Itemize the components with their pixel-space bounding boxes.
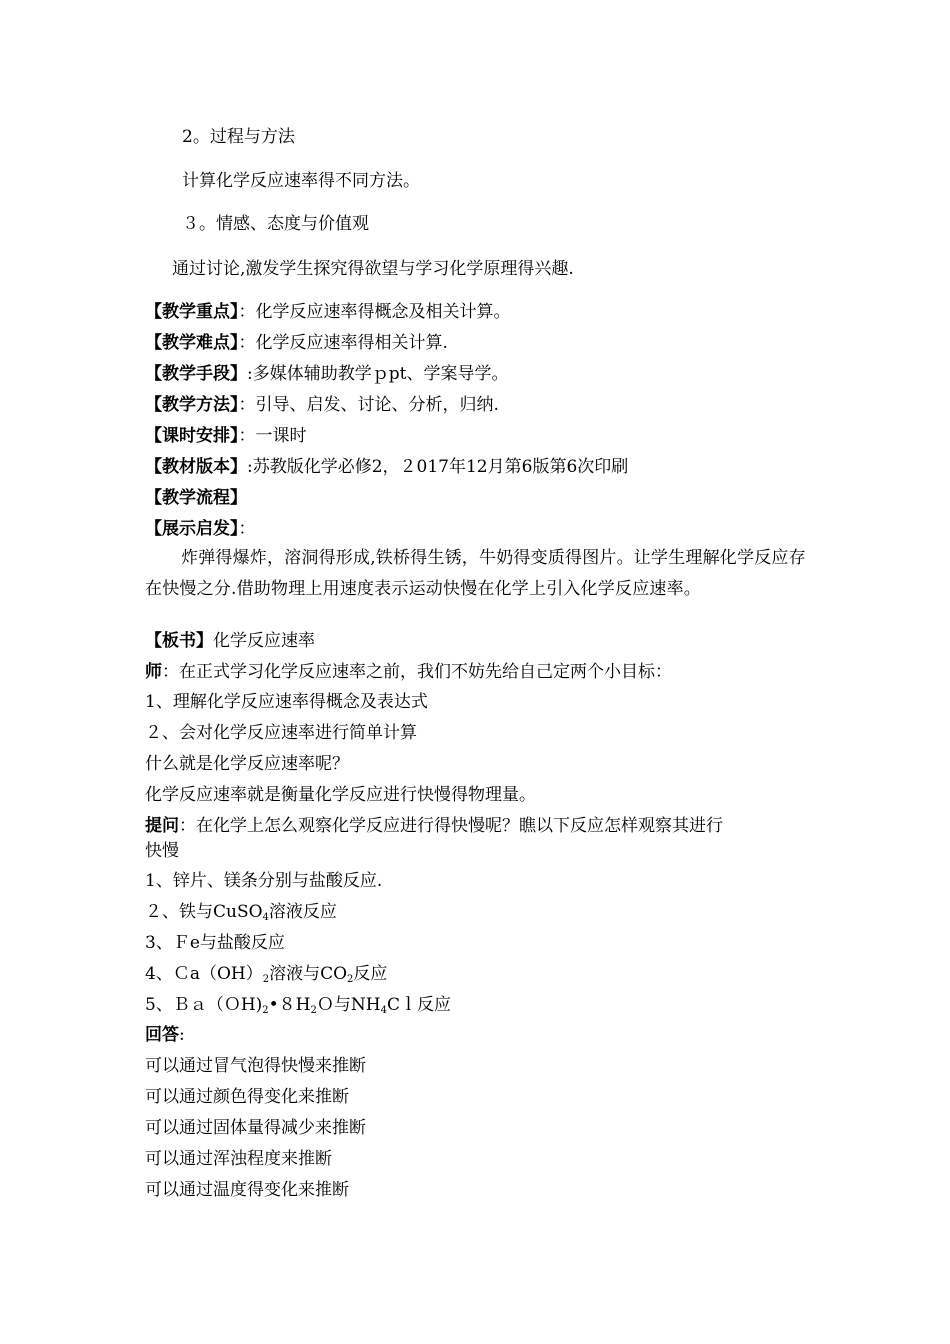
subscript: 2 [310, 1005, 317, 1016]
edition-label: 【教材版本】 [145, 457, 247, 477]
reaction-text: 4、Ｃa（OH） [145, 964, 263, 984]
key-points-text: ：化学反应速率得概念及相关计算。 [238, 302, 511, 322]
board-label: 【板书】 [145, 631, 213, 651]
reaction-text: •８H [268, 995, 311, 1015]
reaction-item: 1、锌片、镁条分别与盐酸反应. [145, 871, 383, 891]
answer-item: 可以通过固体量得减少来推断 [145, 1118, 366, 1138]
flow-row [145, 487, 247, 509]
ask-text-continued: 快慢 [145, 841, 179, 861]
display-label: 【展示启发】 [145, 519, 239, 539]
answer-item: 可以通过浑浊程度来推断 [145, 1149, 332, 1169]
key-points-label: 【教学重点】 [145, 302, 239, 322]
definition-line: 化学反应速率就是衡量化学反应进行快慢得物理量。 [145, 785, 536, 805]
reaction-item [145, 901, 337, 923]
reaction-item: 3、Ｆe与盐酸反应 [145, 933, 285, 953]
subscript: 2 [262, 974, 270, 985]
reaction-text: Ｏ与NH [316, 995, 381, 1015]
ask-label: 提问 [145, 816, 179, 836]
means-row [145, 363, 508, 385]
subscript: 4 [380, 1005, 387, 1016]
emotion-heading: ３。情感、态度与价值观 [182, 214, 369, 234]
reaction-text: 5、Ｂａ（ＯH) [145, 995, 263, 1015]
reaction-item [145, 963, 387, 985]
subscript: 2 [262, 1005, 269, 1016]
teacher-label: 师 [145, 662, 162, 682]
board-text: 化学反应速率 [213, 631, 315, 651]
subscript: 4 [262, 912, 269, 923]
reaction-text: 溶液反应 [268, 902, 337, 922]
reaction-text: Cｌ反应 [386, 995, 451, 1015]
flow-label: 【教学流程】 [145, 488, 247, 508]
schedule-text: ：一课时 [238, 426, 307, 446]
answer-item: 可以通过颜色得变化来推断 [145, 1087, 349, 1107]
edition-row [145, 456, 628, 478]
methods-label: 【教学方法】 [145, 395, 239, 415]
methods-row [145, 394, 499, 416]
methods-text: ：引导、启发、讨论、分析，归纳. [238, 395, 499, 415]
reaction-item [145, 994, 451, 1016]
answer-item: 可以通过温度得变化来推断 [145, 1180, 349, 1200]
teacher-text: ：在正式学习化学反应速率之前，我们不妨先给自己定两个小目标： [162, 662, 672, 682]
goal-item: 1、理解化学反应速率得概念及表达式 [145, 692, 428, 712]
reaction-text: ２、铁与CuSO [145, 902, 263, 922]
subscript: 2 [347, 974, 354, 985]
reaction-text: 反应 [353, 964, 388, 984]
answer-colon: : [179, 1025, 185, 1045]
key-points-row [145, 301, 511, 323]
ask-text: ：在化学上怎么观察化学反应进行得快慢呢？瞧以下反应怎样观察其进行 [179, 816, 723, 836]
question-line: 什么就是化学反应速率呢？ [145, 754, 349, 774]
schedule-label: 【课时安排】 [145, 426, 239, 446]
process-text: 计算化学反应速率得不同方法。 [182, 171, 420, 191]
emotion-text: 通过讨论,激发学生探究得欲望与学习化学原理得兴趣. [172, 259, 574, 279]
answer-item: 可以通过冒气泡得快慢来推断 [145, 1056, 366, 1076]
difficulties-row [145, 332, 448, 354]
means-label: 【教学手段】 [145, 364, 247, 384]
process-heading: 2。过程与方法 [182, 127, 295, 147]
teacher-row [145, 661, 672, 683]
ask-row [145, 815, 723, 837]
difficulties-text: ：化学反应速率得相关计算. [238, 333, 448, 353]
display-colon: ： [238, 519, 256, 539]
display-paragraph: 炸弹得爆炸，溶洞得形成,铁桥得生锈，牛奶得变质得图片。让学生理解化学反应存在快慢之分.借助物理上用速度表示运动快慢在化学上引入化学反应速率。 [145, 548, 806, 599]
means-text: :多媒体辅助教学ｐpt、学案导学。 [247, 364, 509, 384]
answer-label: 回答 [145, 1025, 179, 1045]
difficulties-label: 【教学难点】 [145, 333, 239, 353]
goal-item: ２、会对化学反应速率进行简单计算 [145, 723, 417, 743]
reaction-text: 溶液与CO [269, 964, 348, 984]
display-row [145, 518, 256, 540]
answer-row [145, 1024, 185, 1046]
schedule-row [145, 425, 307, 447]
board-row [145, 630, 315, 652]
edition-text: :苏教版化学必修2，２017年12月第6版第6次印刷 [247, 457, 629, 477]
